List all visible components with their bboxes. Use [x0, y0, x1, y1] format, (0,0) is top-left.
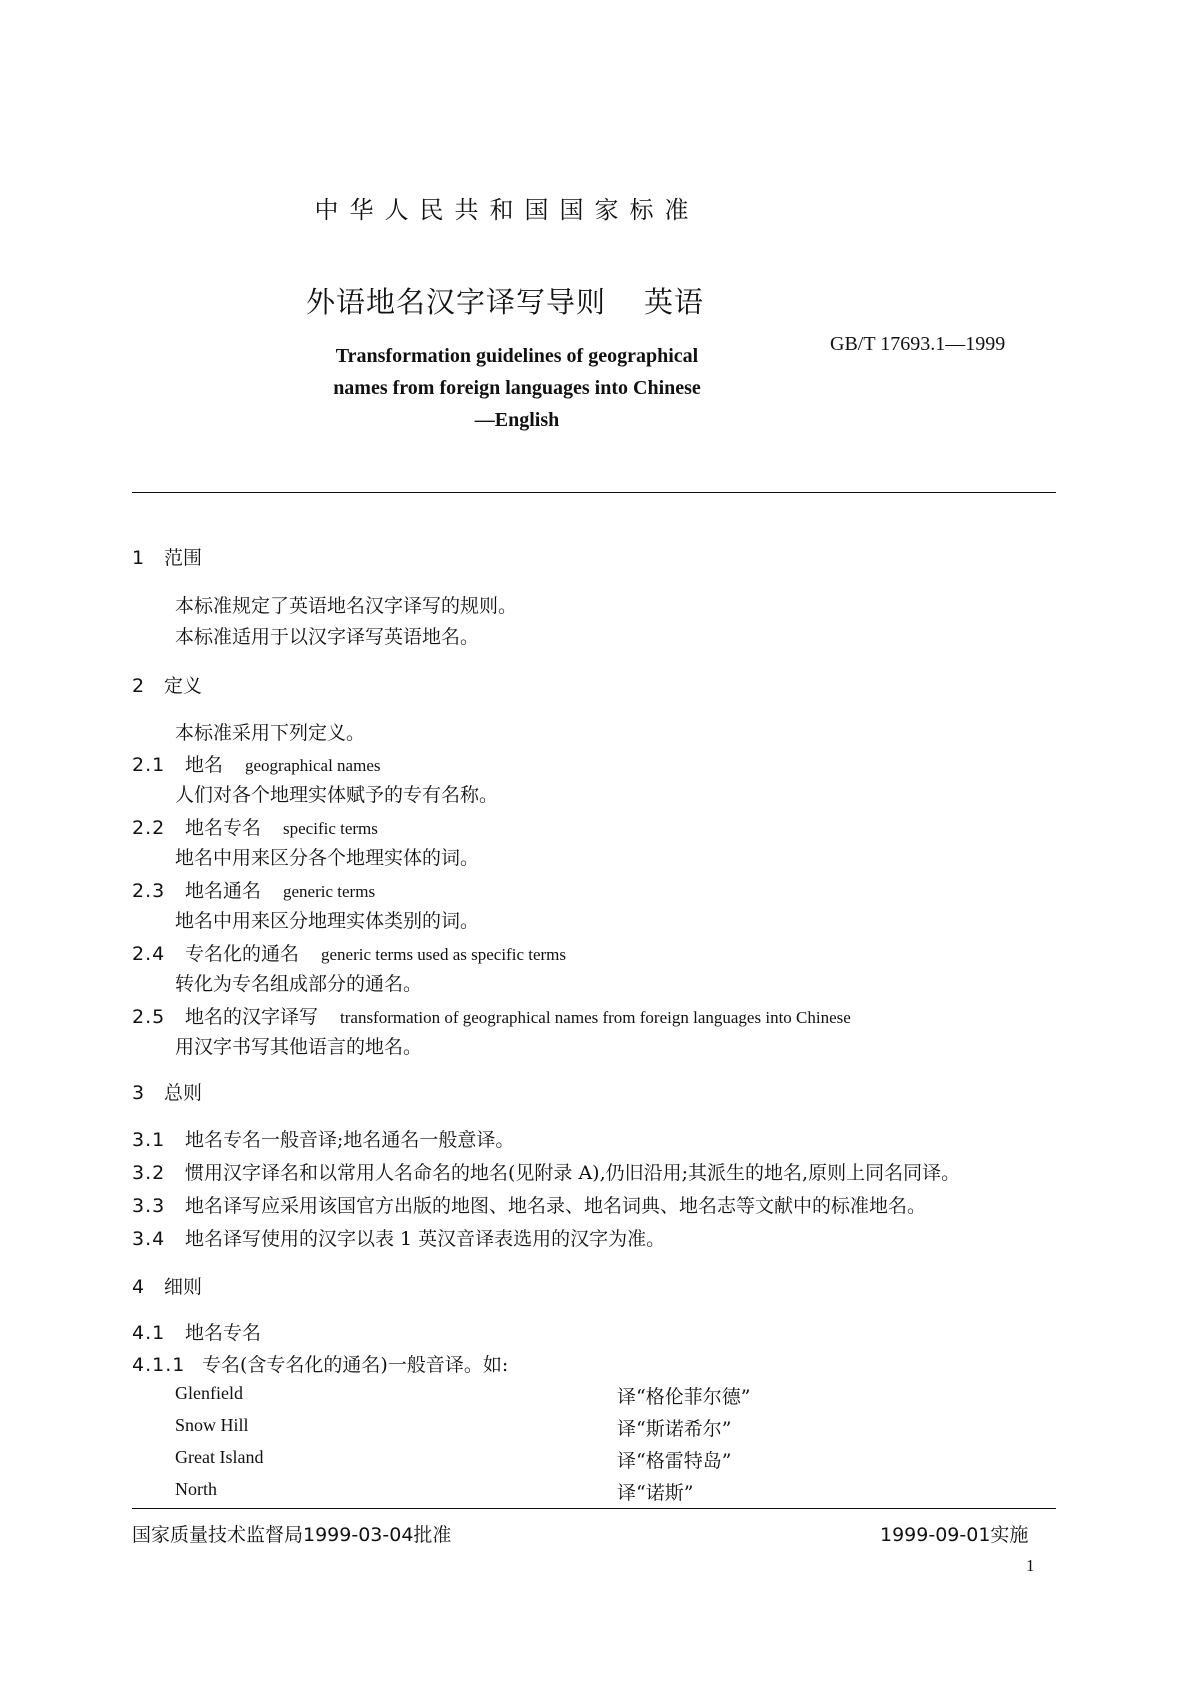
section-number: 1 [132, 547, 145, 569]
section-title: 范围 [164, 547, 203, 569]
example-name-english: Snow Hill [175, 1415, 249, 1435]
example-name-chinese: 译“诺斯” [617, 1482, 694, 1504]
chinese-standard-title [0, 280, 1010, 321]
clause-text: 地名译写应采用该国官方出版的地图、地名录、地名词典、地名志等文献中的标准地名。 [185, 1195, 927, 1217]
general-rule [132, 1191, 926, 1218]
definition-term [132, 750, 380, 777]
general-rule [132, 1125, 514, 1152]
term-english: specific terms [283, 819, 378, 838]
clause-number: 4.1.1 [132, 1354, 186, 1376]
clause-number: 3.3 [132, 1195, 166, 1217]
section-title: 总则 [164, 1082, 203, 1104]
header-divider [132, 492, 1056, 493]
paragraph: 本标准采用下列定义。 [175, 722, 366, 744]
clause-number: 2.3 [132, 880, 166, 902]
term-english: generic terms used as specific terms [321, 945, 567, 964]
general-rule [132, 1224, 665, 1251]
page-number: 1 [1026, 1556, 1035, 1575]
section-number: 4 [132, 1276, 145, 1298]
section-title: 细则 [164, 1276, 203, 1298]
definition-term [132, 876, 375, 903]
chinese-title-language: 英语 [644, 285, 705, 319]
clause-number: 2.4 [132, 943, 166, 965]
term-english: generic terms [283, 882, 376, 901]
definition-description: 人们对各个地理实体赋予的专有名称。 [175, 784, 499, 806]
definition-description: 转化为专名组成部分的通名。 [175, 973, 423, 995]
clause-number: 3.1 [132, 1129, 166, 1151]
clause-text: 地名译写使用的汉字以表 1 英汉音译表选用的汉字为准。 [185, 1228, 666, 1250]
example-name-chinese: 译“斯诺希尔” [617, 1418, 732, 1440]
section-heading-details [132, 1272, 202, 1299]
approval-statement: 国家质量技术监督局1999-03-04批准 [132, 1524, 452, 1546]
clause-number: 2.1 [132, 754, 166, 776]
clause-text: 专名(含专名化的通名)一般音译。如: [202, 1354, 509, 1376]
clause-text: 地名专名 [185, 1322, 262, 1344]
term-chinese: 专名化的通名 [185, 943, 300, 965]
english-title-line: Transformation guidelines of geographical [335, 345, 699, 367]
term-chinese: 地名通名 [185, 880, 262, 902]
clause-number: 2.2 [132, 817, 166, 839]
section-number: 3 [132, 1082, 145, 1104]
general-rule [132, 1158, 960, 1185]
definition-term [132, 1002, 851, 1029]
term-english: transformation of geographical names from foreign languages into Chinese [340, 1008, 851, 1027]
definition-term [132, 939, 566, 966]
section-heading-scope [132, 543, 202, 570]
national-standard-title: 中华人民共和国国家标准 [314, 196, 700, 224]
definition-term [132, 813, 378, 840]
example-name-english: Great Island [175, 1447, 264, 1467]
subclause-rule [132, 1350, 508, 1377]
term-chinese: 地名 [185, 754, 224, 776]
implementation-date: 1999-09-01实施 [880, 1524, 1029, 1546]
example-name-chinese: 译“格伦菲尔德” [617, 1386, 751, 1408]
clause-number: 4.1 [132, 1322, 166, 1344]
example-name-chinese: 译“格雷特岛” [617, 1450, 732, 1472]
term-english: geographical names [245, 756, 381, 775]
footer-divider [132, 1508, 1056, 1509]
example-name-english: North [175, 1479, 217, 1499]
clause-number: 3.2 [132, 1162, 166, 1184]
clause-text: 惯用汉字译名和以常用人名命名的地名(见附录 A),仍旧沿用;其派生的地名,原则上同名同译。 [185, 1162, 961, 1184]
section-heading-general [132, 1078, 202, 1105]
paragraph: 本标准规定了英语地名汉字译写的规则。 [175, 595, 518, 617]
term-chinese: 地名的汉字译写 [185, 1006, 319, 1028]
chinese-title-main: 外语地名汉字译写导则 [305, 285, 606, 319]
english-standard-title [300, 340, 734, 436]
clause-number: 3.4 [132, 1228, 166, 1250]
english-title-line: —English [474, 409, 560, 431]
clause-number: 2.5 [132, 1006, 166, 1028]
section-title: 定义 [164, 675, 203, 697]
example-name-english: Glenfield [175, 1383, 243, 1403]
paragraph: 本标准适用于以汉字译写英语地名。 [175, 626, 480, 648]
definition-description: 用汉字书写其他语言的地名。 [175, 1036, 423, 1058]
definition-description: 地名中用来区分各个地理实体的词。 [175, 847, 480, 869]
definition-description: 地名中用来区分地理实体类别的词。 [175, 910, 480, 932]
section-heading-definitions [132, 671, 202, 698]
clause-text: 地名专名一般音译;地名通名一般意译。 [185, 1129, 515, 1151]
standard-number: GB/T 17693.1—1999 [830, 333, 1006, 355]
subclause-heading [132, 1318, 261, 1345]
english-title-line: names from foreign languages into Chinese [333, 377, 701, 399]
term-chinese: 地名专名 [185, 817, 262, 839]
section-number: 2 [132, 675, 145, 697]
